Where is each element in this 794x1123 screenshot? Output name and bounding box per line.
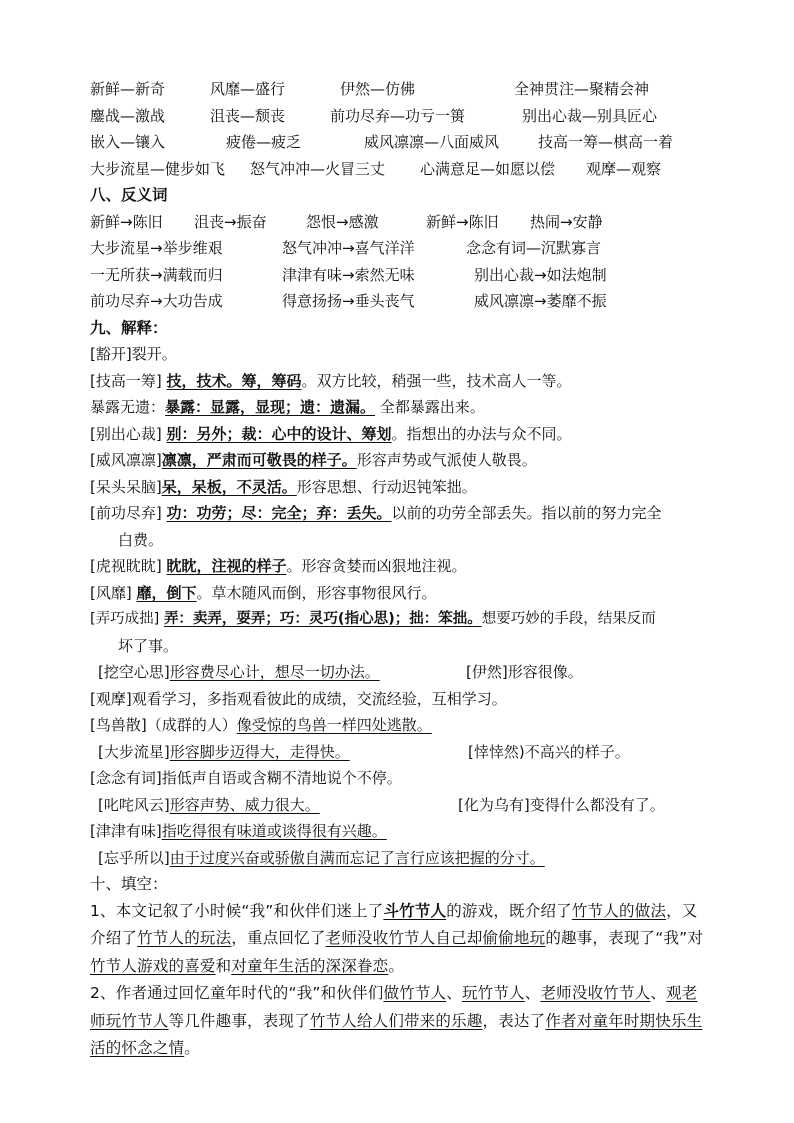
definition: 指吃得很有味道或谈得很有兴趣。 <box>161 822 387 840</box>
explain-entry <box>90 845 710 872</box>
key-gloss: 靡，倒下 <box>136 583 197 602</box>
synonym-pair: 全神贯注—聚精会神 <box>514 80 650 98</box>
explain-entry <box>90 421 710 448</box>
fill-text: 。 <box>184 1039 200 1057</box>
antonym-row <box>90 288 710 315</box>
explain-entry-continued <box>90 527 710 554</box>
antonym-pair: 得意扬扬→垂头丧气 <box>282 292 415 310</box>
fill-answer: 老师没收竹节人 <box>540 984 651 1002</box>
antonym-pair: 怒气冲冲→喜气洋洋 <box>282 239 415 257</box>
fill-text: 。 <box>388 956 405 975</box>
fill-text: 、 <box>524 984 541 1002</box>
definition: 。双方比较，稍强一些，技术高人一等。 <box>301 371 572 390</box>
antonym-pair: 新鲜→陈旧 <box>426 212 499 231</box>
fill-answer: 做竹节人 <box>383 984 447 1002</box>
term: [豁开] <box>90 345 132 363</box>
definition: 。指想出的办法与众不同。 <box>391 424 572 443</box>
antonym-pair: 前功尽弃→大功告成 <box>90 292 223 310</box>
fill-text: 的游戏，既介绍了 <box>446 901 572 920</box>
definition: 想要巧妙的手段，结果反而 <box>481 611 656 627</box>
term: [前功尽弃] <box>90 504 162 522</box>
key-gloss: 眈眈，注视的样子 <box>166 557 287 575</box>
antonym-pair: 热闹→安静 <box>530 212 603 231</box>
term: [挖空心思] <box>98 663 170 681</box>
explain-entry <box>90 500 710 527</box>
synonym-row <box>90 156 710 183</box>
fill-text: ，表达了 <box>482 1011 546 1030</box>
term: [忘乎所以] <box>98 848 170 867</box>
antonym-pair: 大步流星→举步维艰 <box>90 239 223 257</box>
document-page <box>90 76 710 1063</box>
fill-text: ，重点回忆了 <box>231 929 326 947</box>
synonym-row <box>90 103 710 130</box>
antonym-pair: 一无所获→满载而归 <box>90 265 223 284</box>
fill-answer: 观老师玩竹节人 <box>90 984 698 1030</box>
term: [别出心裁] <box>90 424 162 443</box>
synonym-pair: 前功尽弃—功亏一篑 <box>330 106 466 125</box>
explain-entry <box>90 606 710 633</box>
fill-text: 和 <box>215 956 232 975</box>
definition: 变得什么都没有了。 <box>529 795 665 814</box>
definition: 。草木随风而倒，形容事物很风行。 <box>196 583 437 602</box>
fill-answer: 对童年生活的深深眷恋 <box>231 956 389 975</box>
explain-entry <box>90 792 710 819</box>
explain-entry <box>90 394 710 421</box>
fill-answer: 竹节人给人们带来的乐趣 <box>309 1011 483 1030</box>
synonym-pair: 观摩—观察 <box>586 159 662 178</box>
definition: 全都暴露出来。 <box>379 398 485 416</box>
explain-entry <box>90 659 710 686</box>
fill-answer: 作者对童年时期快乐生活的怀念之情 <box>90 1011 703 1057</box>
key-gloss: 技，技术。筹，筹码 <box>166 371 302 390</box>
fill-text: 的趣事，表现了“我”对 <box>545 929 704 947</box>
antonym-pair: 沮丧→振奋 <box>194 212 267 231</box>
definition: （成群的人） <box>146 716 237 734</box>
definition: 不高兴的样子。 <box>524 742 630 761</box>
key-gloss: 别：另外；裁：心中的设计、筹划 <box>166 424 392 443</box>
synonym-pair: 大步流星—健步如飞 <box>90 159 226 178</box>
fill-heading: 十、填空： <box>90 875 168 893</box>
term: [风靡] <box>90 583 132 602</box>
synonym-pair: 沮丧—颓丧 <box>210 106 286 125</box>
definition: 由于过度兴奋或骄傲自满而忘记了言行应该把握的分寸。 <box>169 848 545 867</box>
antonym-pair: 怨恨→感激 <box>306 212 379 231</box>
definition: 以前的功劳全部丢失。指以前的努力完全 <box>391 504 662 522</box>
term: [鸟兽散] <box>90 716 147 734</box>
fill-answer: 竹节人的做法 <box>571 901 667 920</box>
term: [化为乌有] <box>458 795 530 814</box>
key-gloss: 凛凛，严肃而可敬畏的样子。 <box>161 451 357 469</box>
synonym-pair: 鏖战—激战 <box>90 106 166 125</box>
explain-entry <box>90 712 710 739</box>
term: 暴露无遗： <box>90 398 166 416</box>
fill-answer-1 <box>90 898 710 981</box>
synonym-pair: 伊然—仿佛 <box>340 80 416 98</box>
term: [悻悻然) <box>468 742 525 761</box>
synonym-pair: 疲倦—疲乏 <box>226 133 302 151</box>
term: [呆头呆脑] <box>90 477 162 496</box>
definition: 形容费尽心计，想尽一切办法。 <box>169 663 380 681</box>
explain-entry <box>90 686 710 713</box>
explain-heading: 九、解释： <box>90 318 168 337</box>
definition: 形容思想、行动迟钝笨拙。 <box>296 477 477 496</box>
fill-text: 、 <box>446 984 462 1002</box>
fill-answer-2 <box>90 980 710 1063</box>
term: [虎视眈眈] <box>90 557 162 575</box>
key-gloss: 弄：卖弄，耍弄；巧：灵巧(指心思)；拙：笨拙。 <box>163 611 482 627</box>
fill-answer: 老师没收竹节人自己却偷偷地玩 <box>325 929 546 947</box>
term: [津津有味] <box>90 822 162 840</box>
term: [念念有词] <box>90 769 162 787</box>
fill-text: 等几件趣事，表现了 <box>168 1011 310 1030</box>
explain-entry <box>90 580 710 607</box>
synonym-pair: 新鲜—新奇 <box>90 80 166 98</box>
synonym-pair: 怒气冲冲—火冒三丈 <box>250 159 386 178</box>
synonym-row <box>90 76 710 103</box>
fill-text: 、 <box>650 984 667 1002</box>
synonym-pair: 技高一筹—棋高一着 <box>538 133 674 151</box>
key-gloss: 暴露：显露，显现；遗：遗漏。 <box>165 398 376 416</box>
definition: 形容很像。 <box>507 663 583 681</box>
antonym-row <box>90 262 710 289</box>
definition: 指低声自语或含糊不清地说个不停。 <box>161 769 402 787</box>
antonyms-heading: 八、反义词 <box>90 186 168 204</box>
synonym-pair: 心满意足—如愿以偿 <box>420 159 556 178</box>
synonym-pair: 嵌入—镶入 <box>90 133 166 151</box>
definition: 形容声势或气派使人敬畏。 <box>356 451 537 469</box>
fill-answer: 玩竹节人 <box>461 984 525 1002</box>
antonym-pair: 新鲜→陈旧 <box>90 212 163 231</box>
explain-entry <box>90 474 710 501</box>
explain-entry <box>90 818 710 845</box>
definition-underlined: 像受惊的鸟兽一样四处逃散。 <box>236 716 432 734</box>
synonym-pair: 威风凛凛—八面威风 <box>364 133 500 151</box>
antonym-pair: 念念有词—沉默寡言 <box>466 239 602 257</box>
term: [技高一筹] <box>90 371 162 390</box>
fill-text: 1、本文记叙了小时候“我”和伙伴们迷上了 <box>90 901 384 920</box>
synonym-pair: 别出心裁—别具匠心 <box>522 106 658 125</box>
antonym-pair: 津津有味→索然无味 <box>282 265 415 284</box>
explain-entry-continued <box>90 633 710 660</box>
antonym-pair: 威风凛凛→萎靡不振 <box>474 292 607 310</box>
synonym-pair: 风靡—盛行 <box>210 80 286 98</box>
antonym-row <box>90 209 710 236</box>
explain-entry <box>90 765 710 792</box>
term: [威风凛凛] <box>90 451 162 469</box>
fill-text: ，又介绍了 <box>90 901 698 947</box>
fill-answer: 竹节人游戏的喜爱 <box>90 956 216 975</box>
definition: 白费。 <box>118 530 164 549</box>
explain-entry <box>90 447 710 474</box>
term: [大步流星] <box>98 742 170 761</box>
synonym-row <box>90 129 710 156</box>
explain-entry <box>90 341 710 368</box>
key-gloss: 呆，呆板，不灵活。 <box>161 477 297 496</box>
fill-answer: 竹节人的玩法 <box>137 929 232 947</box>
term: [观摩] <box>90 689 132 708</box>
fill-text: 2、作者通过回忆童年时代的“我”和伙伴们 <box>90 984 384 1002</box>
antonym-pair: 别出心裁→如法炮制 <box>474 265 607 284</box>
fill-answer: 斗竹节人 <box>383 901 447 920</box>
antonym-row <box>90 235 710 262</box>
definition: 形容声势、威力很大。 <box>169 795 320 814</box>
explain-entry <box>90 553 710 580</box>
term: [叱咤风云] <box>98 795 170 814</box>
definition: 坏了事。 <box>118 636 179 655</box>
definition: 裂开。 <box>131 345 177 363</box>
definition: 形容脚步迈得大，走得快。 <box>169 742 350 761</box>
explain-entry <box>90 739 710 766</box>
key-gloss: 功：功劳；尽：完全；弃：丢失。 <box>166 504 392 522</box>
definition: 。形容贪婪而凶狠地注视。 <box>286 557 467 575</box>
term: [伊然] <box>466 663 508 681</box>
definition: 观看学习，多指观看彼此的成绩，交流经验，互相学习。 <box>131 689 507 708</box>
term: [弄巧成拙] <box>90 611 160 627</box>
explain-entry <box>90 368 710 395</box>
